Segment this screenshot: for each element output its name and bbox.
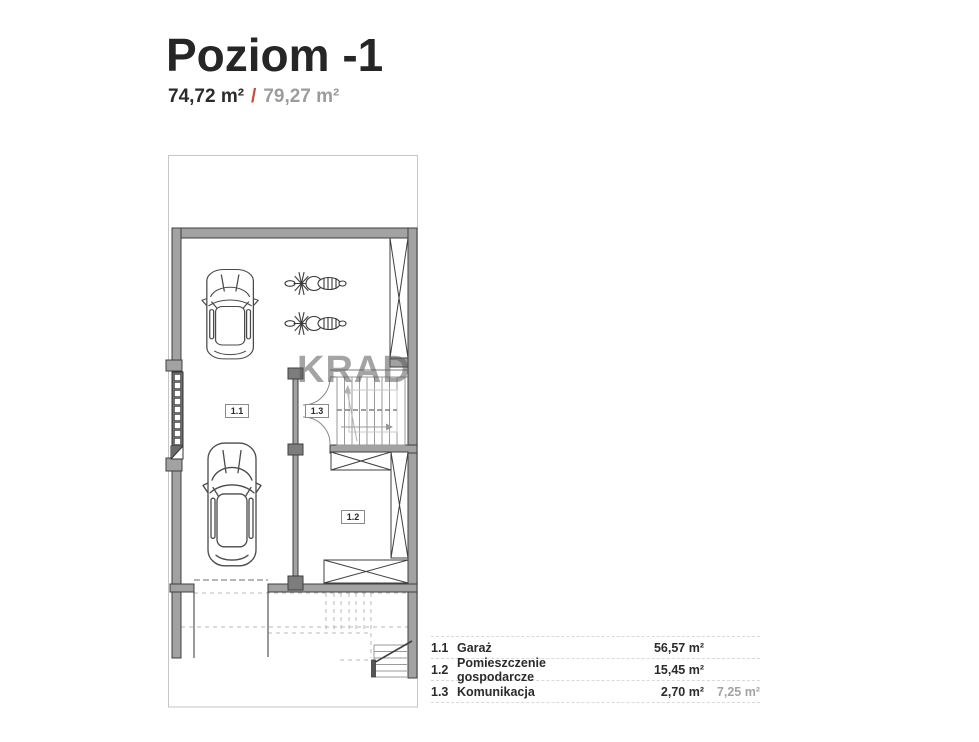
drain-channel (171, 372, 183, 459)
motorcycle-icon (285, 273, 346, 295)
room-name: Garaż (457, 640, 492, 655)
room-label-utility: 1.2 (341, 510, 365, 524)
room-number: 1.1 (431, 640, 449, 655)
area-primary: 74,72 m² (168, 86, 245, 107)
page-title: Poziom -1 (166, 29, 384, 81)
car-icon (203, 443, 261, 566)
utility-room-braces (324, 452, 408, 583)
driveway-edges (194, 592, 268, 658)
staircase (337, 377, 405, 445)
room-number: 1.3 (431, 684, 449, 699)
room-area: 56,57 m² (653, 640, 704, 655)
room-area-secondary: 7,25 m² (716, 684, 760, 699)
driveway-markings (181, 593, 413, 660)
room-number: 1.2 (431, 662, 449, 677)
room-label-hall: 1.3 (305, 404, 329, 418)
shaft-cross-top (390, 238, 408, 358)
room-area: 15,45 m² (653, 662, 704, 677)
room-label-garage: 1.1 (225, 404, 249, 418)
room-name: Komunikacja (457, 684, 535, 699)
motorcycle-icon (285, 313, 346, 335)
room-legend (431, 636, 760, 703)
car-icon (202, 270, 258, 359)
room-name: Pomieszczenie gospodarcze (457, 655, 546, 684)
exterior-staircase (372, 641, 413, 677)
area-secondary: 79,27 m² (263, 86, 340, 107)
room-area: 2,70 m² (660, 684, 704, 699)
area-separator: / (251, 86, 257, 107)
watermark: KRAD (297, 353, 411, 389)
legend-row-utility (431, 655, 760, 684)
